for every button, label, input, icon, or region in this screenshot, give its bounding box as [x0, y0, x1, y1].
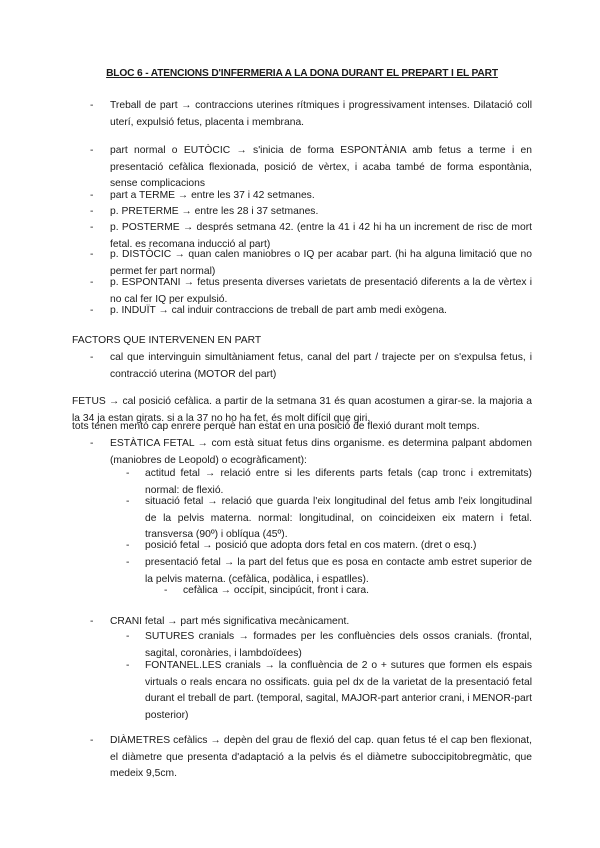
bullet-dash: -: [90, 305, 94, 316]
item-text: cal que intervinguin simultàniament fetus, canal del part / trajecte per on s'expulsa fetus, i contracció uterina (MOTOR del part): [110, 352, 532, 380]
item-text: situació fetal → relació que guarda l'eix longitudinal del fetus amb l'eix longitudinal de la pelvis materna. normal: longitudinal, on coincideixen eix matern i fetal. transversa (90º) i oblíqua (45º).: [145, 496, 532, 540]
list-item-situacio: [126, 494, 532, 544]
bullet-dash: -: [164, 585, 168, 596]
item-text: ESTÀTICA FETAL → com està situat fetus dins organisme. es determina palpant abdomen (maniobres de Leopold) o ecogràficament):: [110, 438, 532, 466]
bullet-dash: -: [90, 352, 94, 363]
list-item-posicio: [126, 538, 532, 555]
bullet-dash: -: [90, 438, 94, 449]
bullet-dash: -: [90, 206, 94, 217]
bullet-dash: -: [90, 100, 94, 111]
list-item-treball: [90, 98, 532, 131]
list-item-terme: [90, 188, 532, 205]
bullet-dash: -: [126, 468, 130, 479]
item-text: p. INDUÏT → cal induir contraccions de treball de part amb medi exògena.: [110, 305, 447, 316]
bullet-dash: -: [90, 145, 94, 156]
list-item-eutocic: [90, 143, 532, 193]
item-text: actitud fetal → relació entre si les diferents parts fetals (cap tronc i extremitats) normal: de flexió.: [145, 468, 532, 496]
bullet-dash: -: [90, 616, 94, 627]
bullet-dash: -: [90, 735, 94, 746]
list-item-fontanel: [126, 658, 532, 724]
paragraph-fetus-menton: tots tenen mentó cap enrere perquè han estat en una posició de flexió durant molt temps.: [72, 421, 480, 432]
item-text: p. ESPONTANI → fetus presenta diverses varietats de presentació diferents a la de vèrtex i no cal fer IQ per expulsió.: [110, 277, 532, 305]
bullet-dash: -: [126, 557, 130, 568]
bullet-dash: -: [90, 277, 94, 288]
item-text: SUTURES cranials → formades per les confluències dels ossos cranials. (frontal, sagital, coronàries, i lambdoïdees): [145, 631, 532, 659]
bullet-dash: -: [126, 496, 130, 507]
item-text: CRANI fetal → part més significativa mecànicament.: [110, 616, 350, 627]
item-text: p. POSTERME → després setmana 42. (entre la 41 i 42 hi ha un increment de risc de mort fetal. es recomana inducció al part): [110, 222, 532, 250]
item-text: p. DISTÒCIC → quan calen maniobres o IQ per acabar part. (hi ha alguna limitació que no permet fer part normal): [110, 249, 532, 277]
section-heading-factors: FACTORS QUE INTERVENEN EN PART: [72, 335, 262, 346]
item-text: Treball de part → contraccions uterines rítmiques i progressivament intenses. Dilatació coll uterí, expulsió fetus, placenta i membrana.: [110, 100, 532, 128]
item-text: posició fetal → posició que adopta dors fetal en cos matern. (dret o esq.): [145, 540, 477, 551]
bullet-dash: -: [90, 222, 94, 233]
item-text: part a TERME → entre les 37 i 42 setmanes.: [110, 190, 315, 201]
list-item-factors: [90, 350, 532, 383]
bullet-dash: -: [90, 249, 94, 260]
item-text: part normal o EUTÒCIC → s'inicia de forma ESPONTÀNIA amb fetus a terme i en presentació cefàlica flexionada, posició de vèrtex, i acaba també de forma espontània, sense complicacions: [110, 145, 532, 189]
list-item-estatica: [90, 436, 532, 469]
bullet-dash: -: [90, 190, 94, 201]
bullet-dash: -: [126, 660, 130, 671]
item-text: cefàlica → occípit, sincipúcit, front i cara.: [183, 585, 369, 596]
bullet-dash: -: [126, 631, 130, 642]
list-item-induit: [90, 303, 532, 320]
item-text: FONTANEL.LES cranials → la confluència de 2 o + sutures que formen els espais virtuals o reals encara no ossificats. guia pel dx de la varietat de la presentació fetal durant el treball de part. (temporal, sagital, MAJOR-part anterior crani, i MENOR-part posterior): [145, 660, 532, 721]
list-item-cefalica: [164, 583, 532, 600]
page-title: BLOC 6 - ATENCIONS D'INFERMERIA A LA DONA DURANT EL PREPART I EL PART: [106, 68, 498, 79]
list-item-preterme: [90, 204, 532, 221]
item-text: p. PRETERME → entre les 28 i 37 setmanes.: [110, 206, 319, 217]
item-text: DIÀMETRES cefàlics → depèn del grau de flexió del cap. quan fetus té el cap ben flexionat, el diàmetre que presenta d'adaptació a la pelvis és el diàmetre suboccipitobregmàtic, que medeix 9,5cm.: [110, 735, 532, 779]
paragraph-fetus: FETUS → cal posició cefàlica. a partir de la setmana 31 és quan acostumen a girar-se. la majoria a la 34 ja estan girats. si a la 37 no ho ha fet, és molt difícil que giri.: [72, 396, 532, 424]
bullet-dash: -: [126, 540, 130, 551]
item-text: presentació fetal → la part del fetus que es posa en contacte amb estret superior de la pelvis materna. (cefàlica, podàlica, i espatlles).: [145, 557, 532, 585]
list-item-diametres: [90, 733, 532, 783]
